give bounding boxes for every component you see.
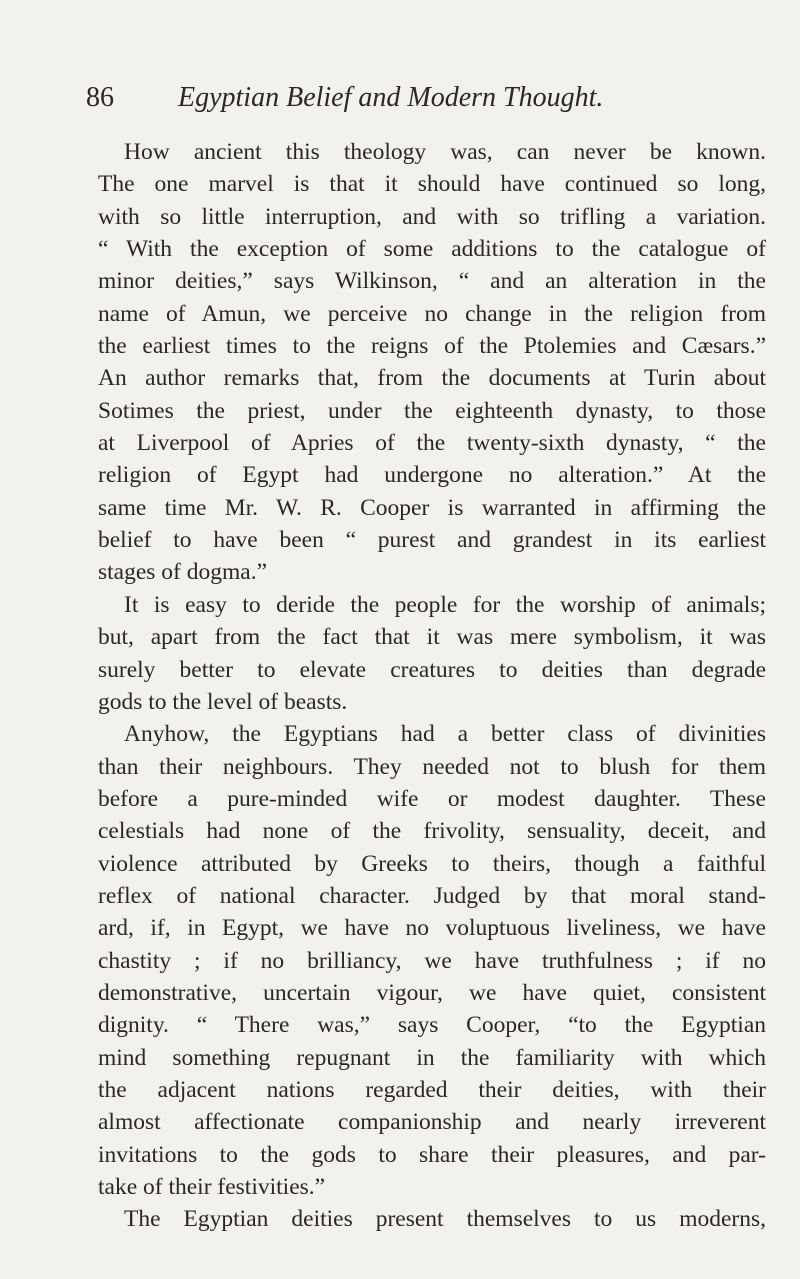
text-line: It is easy to deride the people for the worship of animals; xyxy=(124,591,766,618)
text-line: dignity. “ There was,” says Cooper, “to the Egyptian xyxy=(98,1012,766,1039)
text-line: almost affectionate companionship and nearly irreverent xyxy=(98,1109,766,1136)
page-number: 86 xyxy=(86,82,114,113)
text-line: gods to the level of beasts. xyxy=(98,688,348,715)
text-line: take of their festivities.” xyxy=(98,1174,326,1200)
text-line: How ancient this theology was, can never be known. xyxy=(124,139,766,165)
text-line: invitations to the gods to share their pleasures, and par- xyxy=(98,1141,766,1168)
body-text xyxy=(98,136,766,1236)
text-line: reflex of national character. Judged by that moral stand- xyxy=(98,882,766,909)
text-line: Sotimes the priest, under the eighteenth dynasty, to those xyxy=(98,397,766,424)
page-header xyxy=(86,78,746,118)
text-line: stages of dogma.” xyxy=(98,559,268,586)
text-line: violence attributed by Greeks to theirs, though a faithful xyxy=(98,850,766,877)
text-line: minor deities,” says Wilkinson, “ and an alteration in the xyxy=(98,268,766,295)
text-line: the adjacent nations regarded their deities, with their xyxy=(98,1076,766,1103)
text-line: mind something repugnant in the familiarity with which xyxy=(98,1044,766,1071)
text-line: than their neighbours. They needed not to blush for them xyxy=(98,753,766,780)
text-line: at Liverpool of Apries of the twenty-sixth dynasty, “ the xyxy=(98,430,766,457)
text-line: but, apart from the fact that it was mere symbolism, it was xyxy=(98,624,766,651)
text-line: Anyhow, the Egyptians had a better class of divinities xyxy=(124,721,766,748)
text-line: the earliest times to the reigns of the Ptolemies and Cæsars.” xyxy=(98,333,766,360)
text-line: surely better to elevate creatures to deities than degrade xyxy=(98,656,766,683)
text-line: An author remarks that, from the documents at Turin about xyxy=(98,365,766,392)
text-line: celestials had none of the frivolity, sensuality, deceit, and xyxy=(98,818,766,845)
text-line: before a pure-minded wife or modest daughter. These xyxy=(98,785,766,812)
text-line: with so little interruption, and with so trifling a variation. xyxy=(98,203,766,230)
text-line: The one marvel is that it should have continued so long, xyxy=(98,171,766,198)
running-title: Egyptian Belief and Modern Thought. xyxy=(178,82,604,113)
text-line: same time Mr. W. R. Cooper is warranted in affirming the xyxy=(98,494,766,521)
text-line: “ With the exception of some additions to the catalogue of xyxy=(98,236,766,263)
text-line: demonstrative, uncertain vigour, we have quiet, consistent xyxy=(98,979,766,1006)
text-line: The Egyptian deities present themselves to us moderns, xyxy=(124,1206,766,1233)
text-line: chastity ; if no brilliancy, we have truthfulness ; if no xyxy=(98,947,766,974)
text-line: belief to have been “ purest and grandest in its earliest xyxy=(98,527,766,554)
text-line: religion of Egypt had undergone no alteration.” At the xyxy=(98,462,766,489)
text-line: ard, if, in Egypt, we have no voluptuous liveliness, we have xyxy=(98,915,766,942)
text-line: name of Amun, we perceive no change in the religion from xyxy=(98,300,766,327)
